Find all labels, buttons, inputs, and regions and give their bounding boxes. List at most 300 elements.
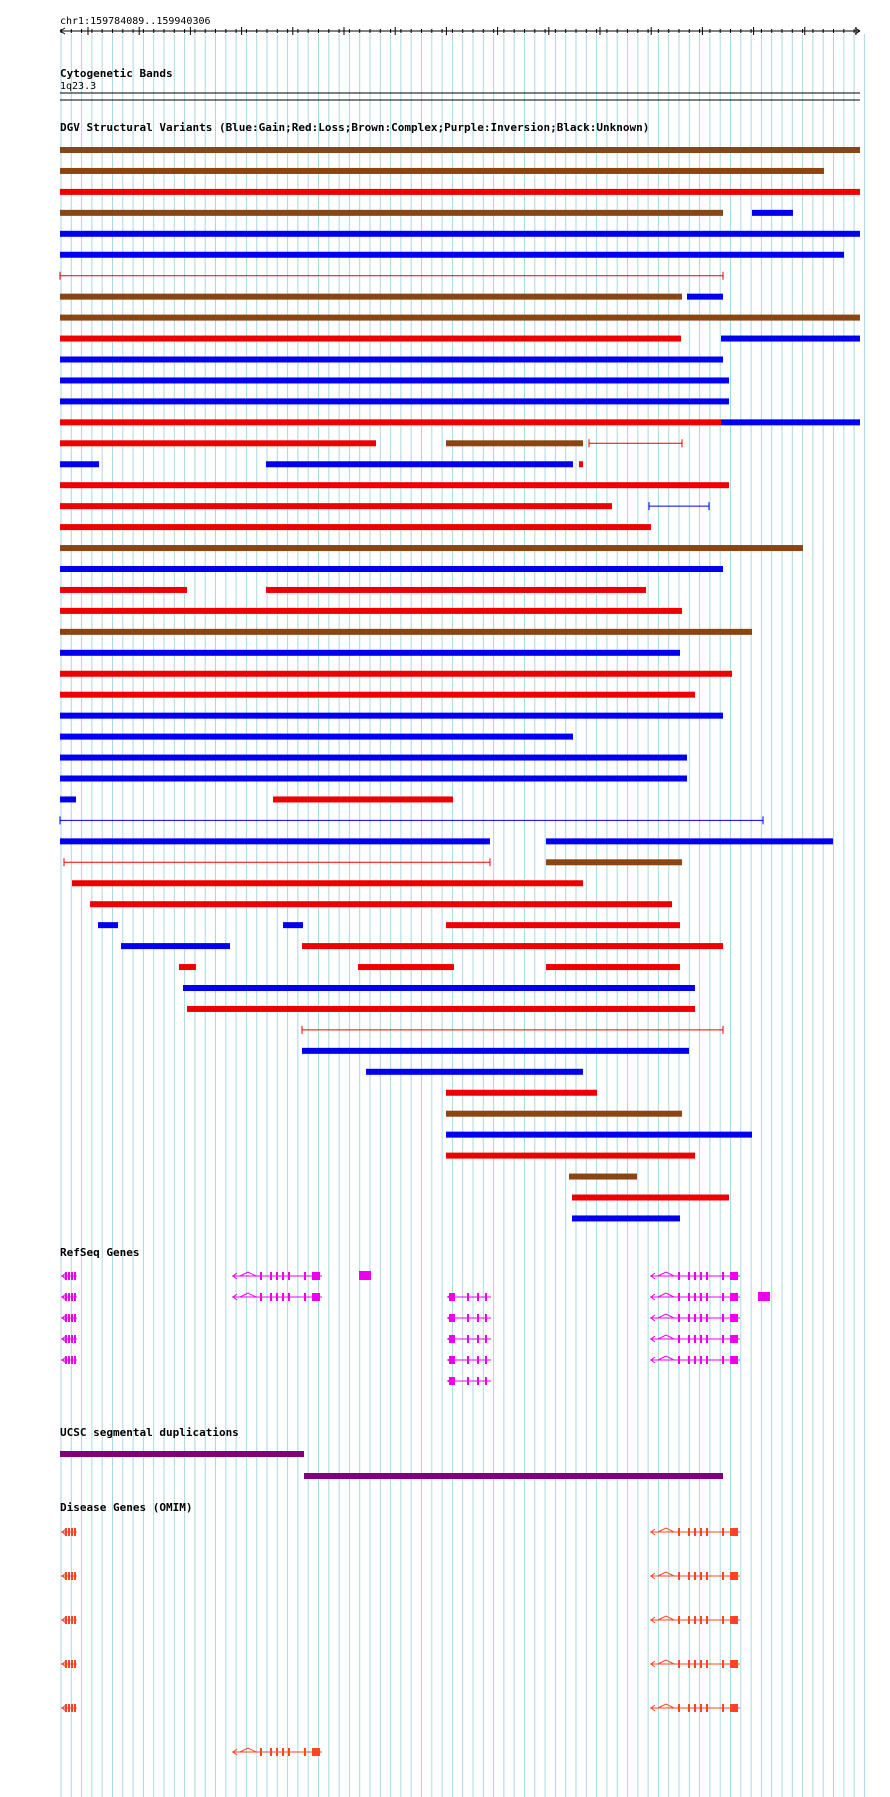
omim-gene-exon [678, 1616, 680, 1624]
refseq-gene-exon [485, 1314, 487, 1322]
omim-gene-exon [678, 1704, 680, 1712]
dgv-feature-bar [569, 1174, 637, 1180]
refseq-gene-exon [722, 1356, 724, 1364]
omim-item [650, 1704, 740, 1712]
dgv-feature-bar [721, 419, 860, 425]
omim-gene-exon [68, 1704, 70, 1712]
refseq-gene-exon [678, 1272, 680, 1280]
refseq-gene-intron-arc [658, 1293, 674, 1297]
dgv-feature [98, 922, 118, 928]
refseq-gene-exon [678, 1335, 680, 1343]
omim-gene-exon [706, 1616, 708, 1624]
dgv-feature [72, 880, 583, 886]
dgv-feature [283, 922, 303, 928]
omim-gene-exon [68, 1572, 70, 1580]
omim-gene-exon [706, 1704, 708, 1712]
omim-gene-exon [65, 1616, 67, 1624]
dgv-feature [60, 315, 860, 321]
omim-gene-exon [68, 1616, 70, 1624]
ruler-location: chr1:159784089..159940306 [60, 16, 211, 27]
dgv-feature [60, 629, 752, 635]
refseq-gene-exon [700, 1335, 702, 1343]
dgv-feature [60, 252, 844, 258]
dgv-feature [60, 587, 187, 593]
dgv-feature-bar [302, 1048, 689, 1054]
omim-gene-exon [722, 1660, 724, 1668]
dgv-feature [60, 168, 824, 174]
omim-gene-exon [71, 1572, 73, 1580]
refseq-gene-exon [688, 1272, 690, 1280]
refseq-gene-exon [312, 1293, 320, 1301]
refseq-gene-exon [68, 1293, 70, 1301]
omim-gene-exon [74, 1572, 76, 1580]
dgv-feature [752, 210, 793, 216]
refseq-gene-exon [694, 1335, 696, 1343]
omim-item [61, 1704, 77, 1712]
refseq-gene [650, 1314, 740, 1322]
dgv-feature-bar [60, 713, 723, 719]
dgv-feature [572, 1215, 680, 1221]
refseq-gene-intron-arc [658, 1314, 674, 1318]
omim-gene-exon [730, 1572, 738, 1580]
dgv-feature [546, 964, 680, 970]
refseq-gene-intron-arc [658, 1335, 674, 1339]
refseq-gene-exon [71, 1335, 73, 1343]
segdup-track-title: UCSC segmental duplications [60, 1426, 239, 1439]
dgv-feature [60, 524, 651, 530]
refseq-gene-exon [477, 1293, 479, 1301]
dgv-feature [273, 796, 453, 802]
dgv-feature-bar [358, 964, 454, 970]
refseq-gene-exon [706, 1293, 708, 1301]
dgv-feature-bar [60, 776, 687, 782]
dgv-feature [572, 1195, 729, 1201]
omim-gene-exon [706, 1660, 708, 1668]
refseq-gene [61, 1314, 77, 1322]
dgv-feature [687, 294, 723, 300]
refseq-gene-exon [288, 1293, 290, 1301]
refseq-gene-exon [485, 1377, 487, 1385]
dgv-feature [358, 964, 454, 970]
refseq-gene-exon [700, 1356, 702, 1364]
refseq-gene-exon [452, 1377, 454, 1385]
refseq-track [61, 1271, 770, 1385]
omim-gene-exon [74, 1660, 76, 1668]
refseq-gene-exon [74, 1272, 76, 1280]
omim-gene-exon [688, 1660, 690, 1668]
refseq-gene [758, 1292, 770, 1301]
refseq-gene-exon [452, 1335, 454, 1343]
omim-gene-exon [304, 1748, 306, 1756]
dgv-feature-bar [446, 922, 680, 928]
refseq-gene [61, 1356, 77, 1364]
refseq-gene-exon [74, 1335, 76, 1343]
refseq-gene-exon [722, 1293, 724, 1301]
omim-gene-exon [722, 1616, 724, 1624]
omim-gene-exon [706, 1528, 708, 1536]
refseq-gene-exon [467, 1356, 469, 1364]
dgv-feature [60, 440, 376, 446]
dgv-feature-bar [446, 440, 583, 446]
segdup-bar [304, 1473, 723, 1479]
dgv-feature [302, 1026, 723, 1034]
omim-gene-exon [270, 1748, 272, 1756]
omim-gene-exon [694, 1616, 696, 1624]
dgv-feature [60, 838, 490, 844]
omim-gene-exon [71, 1616, 73, 1624]
dgv-feature [60, 734, 573, 740]
dgv-feature [60, 671, 732, 677]
omim-gene-exon [312, 1748, 320, 1756]
omim-gene-exon [730, 1660, 738, 1668]
omim-gene-exon [276, 1748, 278, 1756]
dgv-track-title: DGV Structural Variants (Blue:Gain;Red:Loss;Brown:Complex;Purple:Inversion;Black:Unknown) [60, 121, 650, 134]
dgv-feature [60, 336, 681, 342]
refseq-gene-exon [700, 1314, 702, 1322]
omim-gene-exon [65, 1528, 67, 1536]
omim-gene-exon [68, 1528, 70, 1536]
dgv-feature-bar [60, 734, 573, 740]
dgv-feature-bar [266, 461, 573, 467]
dgv-feature [60, 147, 860, 153]
refseq-gene-exon [688, 1335, 690, 1343]
dgv-feature-bar [721, 336, 860, 342]
omim-gene-exon [71, 1704, 73, 1712]
refseq-gene [447, 1314, 491, 1322]
omim-gene-exon [678, 1528, 680, 1536]
omim-gene-intron-arc [240, 1748, 256, 1752]
refseq-gene-exon [65, 1293, 67, 1301]
dgv-feature-bar [273, 796, 453, 802]
dgv-feature [60, 294, 682, 300]
refseq-gene-exon [694, 1314, 696, 1322]
dgv-feature-bar [60, 629, 752, 635]
refseq-gene [447, 1356, 491, 1364]
refseq-gene-exon [700, 1272, 702, 1280]
segdup-item [60, 1451, 304, 1457]
refseq-gene-exon [477, 1314, 479, 1322]
omim-gene-exon [282, 1748, 284, 1756]
dgv-feature-bar [60, 482, 729, 488]
omim-gene-exon [65, 1572, 67, 1580]
dgv-feature-bar [546, 838, 833, 844]
segdup-item [304, 1473, 723, 1479]
dgv-feature [179, 964, 196, 970]
refseq-gene-exon [722, 1272, 724, 1280]
refseq-gene-exon [730, 1272, 738, 1280]
dgv-feature-bar [90, 901, 672, 907]
dgv-feature-bar [60, 545, 803, 551]
omim-gene-exon [730, 1704, 738, 1712]
refseq-gene-exon [730, 1314, 738, 1322]
refseq-gene [447, 1293, 491, 1301]
refseq-gene-exon [678, 1356, 680, 1364]
refseq-gene-exon [485, 1356, 487, 1364]
dgv-feature-bar [60, 524, 651, 530]
refseq-gene-exon [74, 1293, 76, 1301]
omim-gene-exon [700, 1528, 702, 1536]
omim-gene-exon [678, 1572, 680, 1580]
omim-gene-exon [694, 1660, 696, 1668]
refseq-gene-exon [288, 1272, 290, 1280]
dgv-feature [579, 461, 583, 467]
omim-gene-exon [730, 1616, 738, 1624]
omim-gene-intron-arc [658, 1528, 674, 1532]
omim-gene-exon [722, 1528, 724, 1536]
dgv-feature-bar [60, 461, 99, 467]
refseq-gene-intron-arc [658, 1272, 674, 1276]
refseq-gene-exon [688, 1356, 690, 1364]
cytoband-label: 1q23.3 [60, 81, 97, 92]
dgv-feature-bar [446, 1111, 682, 1117]
dgv-feature [446, 1111, 682, 1117]
dgv-feature-bar [60, 398, 729, 404]
dgv-feature [569, 1174, 637, 1180]
cytobands-title: Cytogenetic Bands [60, 67, 173, 80]
dgv-feature [60, 755, 687, 761]
dgv-feature-bar [266, 587, 646, 593]
refseq-gene [61, 1293, 77, 1301]
refseq-gene [650, 1356, 740, 1364]
omim-item [61, 1528, 77, 1536]
dgv-feature-bar [60, 377, 729, 383]
dgv-feature [60, 608, 682, 614]
dgv-feature [60, 231, 860, 237]
refseq-gene-exon [467, 1293, 469, 1301]
dgv-feature-bar [60, 650, 680, 656]
dgv-feature [546, 838, 833, 844]
refseq-gene [61, 1272, 77, 1280]
dgv-feature-bar [572, 1195, 729, 1201]
refseq-gene-exon [260, 1272, 262, 1280]
omim-gene-exon [68, 1660, 70, 1668]
refseq-gene [447, 1377, 491, 1385]
dgv-feature-bar [579, 461, 583, 467]
refseq-gene-exon [304, 1272, 306, 1280]
dgv-feature [121, 943, 230, 949]
omim-item [650, 1572, 740, 1580]
segdup-track [60, 1451, 723, 1479]
omim-gene-exon [700, 1616, 702, 1624]
refseq-gene-exon [467, 1377, 469, 1385]
refseq-gene-exon [722, 1314, 724, 1322]
dgv-feature [366, 1069, 583, 1075]
refseq-gene-exon [678, 1293, 680, 1301]
dgv-feature [60, 419, 721, 425]
omim-item [650, 1616, 740, 1624]
refseq-gene-exon [688, 1293, 690, 1301]
refseq-gene-exon [74, 1356, 76, 1364]
dgv-feature-bar [302, 943, 723, 949]
refseq-gene-exon [452, 1356, 454, 1364]
refseq-gene-exon [282, 1293, 284, 1301]
refseq-gene-exon [706, 1335, 708, 1343]
refseq-gene-exon [694, 1293, 696, 1301]
refseq-gene-exon [452, 1314, 454, 1322]
dgv-feature-bar [687, 294, 723, 300]
dgv-feature [60, 189, 860, 195]
refseq-gene [447, 1335, 491, 1343]
omim-gene-intron-arc [658, 1660, 674, 1664]
refseq-gene-exon [477, 1377, 479, 1385]
omim-gene-exon [730, 1528, 738, 1536]
dgv-feature-bar [60, 231, 860, 237]
dgv-feature [60, 776, 687, 782]
refseq-gene [650, 1272, 740, 1280]
omim-gene-intron-arc [658, 1572, 674, 1576]
dgv-feature [721, 336, 860, 342]
refseq-gene-exon [706, 1356, 708, 1364]
omim-gene-exon [722, 1704, 724, 1712]
dgv-feature [721, 419, 860, 425]
segdup-bar [60, 1451, 304, 1457]
dgv-feature-bar [60, 692, 695, 698]
omim-item [61, 1660, 77, 1668]
dgv-feature [446, 922, 680, 928]
dgv-feature [60, 210, 723, 216]
dgv-feature [183, 985, 695, 991]
refseq-gene-exon [68, 1314, 70, 1322]
dgv-feature-bar [446, 1090, 597, 1096]
refseq-gene-exon [71, 1293, 73, 1301]
refseq-gene-exon [312, 1272, 320, 1280]
refseq-gene-exon [65, 1335, 67, 1343]
refseq-gene-exon [65, 1356, 67, 1364]
refseq-gene-exon [485, 1335, 487, 1343]
omim-gene-exon [694, 1572, 696, 1580]
refseq-gene-exon [678, 1314, 680, 1322]
dgv-feature [446, 1090, 597, 1096]
refseq-gene-exon [71, 1272, 73, 1280]
omim-gene-intron-arc [658, 1616, 674, 1620]
dgv-feature [60, 398, 729, 404]
omim-gene-exon [71, 1660, 73, 1668]
refseq-gene-exon [270, 1272, 272, 1280]
dgv-feature [60, 650, 680, 656]
omim-gene-exon [700, 1704, 702, 1712]
refseq-gene [61, 1335, 77, 1343]
dgv-feature [60, 692, 695, 698]
omim-item [61, 1616, 77, 1624]
dgv-feature-bar [60, 566, 723, 572]
refseq-gene-exon [304, 1293, 306, 1301]
refseq-gene-exon [68, 1335, 70, 1343]
omim-gene-exon [694, 1704, 696, 1712]
dgv-feature-bar [60, 671, 732, 677]
dgv-feature [90, 901, 672, 907]
refseq-gene-exon [276, 1293, 278, 1301]
dgv-feature-bar [60, 147, 860, 153]
refseq-gene [650, 1335, 740, 1343]
dgv-feature-bar [60, 294, 682, 300]
dgv-feature [60, 796, 76, 802]
refseq-gene-exon [68, 1272, 70, 1280]
refseq-gene-exon [706, 1272, 708, 1280]
dgv-feature-bar [98, 922, 118, 928]
refseq-track-title: RefSeq Genes [60, 1246, 140, 1259]
dgv-feature-bar [546, 964, 680, 970]
dgv-feature-bar [60, 587, 187, 593]
dgv-feature [266, 461, 573, 467]
omim-gene-exon [288, 1748, 290, 1756]
refseq-gene-exon [467, 1335, 469, 1343]
refseq-gene-exon [730, 1335, 738, 1343]
dgv-feature [60, 272, 723, 280]
dgv-feature [302, 943, 723, 949]
dgv-feature-bar [446, 1132, 752, 1138]
dgv-feature-bar [283, 922, 303, 928]
dgv-feature-bar [546, 859, 682, 865]
dgv-feature [60, 566, 723, 572]
dgv-feature [60, 461, 99, 467]
dgv-feature-bar [446, 1153, 695, 1159]
refseq-gene-exon [477, 1356, 479, 1364]
omim-track-title: Disease Genes (OMIM) [60, 1501, 193, 1514]
omim-gene-exon [74, 1704, 76, 1712]
refseq-gene-exon [282, 1272, 284, 1280]
omim-gene-exon [65, 1704, 67, 1712]
refseq-gene-exon [485, 1293, 487, 1301]
dgv-feature [446, 440, 583, 446]
omim-gene-exon [706, 1572, 708, 1580]
refseq-gene-exon [730, 1293, 738, 1301]
dgv-feature-bar [60, 608, 682, 614]
refseq-gene-intron-arc [658, 1356, 674, 1360]
dgv-feature-bar [60, 838, 490, 844]
refseq-gene-exon [68, 1356, 70, 1364]
dgv-feature-bar [60, 796, 76, 802]
refseq-gene-exon [467, 1314, 469, 1322]
dgv-feature-bar [572, 1215, 680, 1221]
dgv-feature [589, 439, 682, 447]
refseq-gene-exon [700, 1293, 702, 1301]
refseq-gene-exon [65, 1272, 67, 1280]
refseq-gene-exon [477, 1335, 479, 1343]
omim-gene-exon [260, 1748, 262, 1756]
dgv-feature [60, 377, 729, 383]
refseq-gene-exon [706, 1314, 708, 1322]
dgv-feature-bar [60, 755, 687, 761]
dgv-feature-bar [72, 880, 583, 886]
refseq-gene-intron-arc [240, 1293, 256, 1297]
refseq-gene-exon [359, 1271, 371, 1280]
dgv-feature-bar [187, 1006, 695, 1012]
dgv-feature [446, 1153, 695, 1159]
dgv-feature-bar [60, 357, 723, 363]
refseq-gene-exon [74, 1314, 76, 1322]
dgv-feature-bar [60, 210, 723, 216]
dgv-feature [60, 357, 723, 363]
omim-gene-exon [688, 1704, 690, 1712]
refseq-gene-exon [730, 1356, 738, 1364]
refseq-gene-exon [694, 1356, 696, 1364]
dgv-feature [60, 503, 612, 509]
refseq-gene-exon [722, 1335, 724, 1343]
omim-item [61, 1572, 77, 1580]
omim-gene-intron-arc [658, 1704, 674, 1708]
omim-gene-exon [688, 1528, 690, 1536]
dgv-feature [60, 482, 729, 488]
omim-gene-exon [722, 1572, 724, 1580]
omim-gene-exon [694, 1528, 696, 1536]
dgv-feature [60, 545, 803, 551]
dgv-feature-bar [60, 315, 860, 321]
omim-gene-exon [700, 1660, 702, 1668]
dgv-feature [302, 1048, 689, 1054]
omim-gene-exon [65, 1660, 67, 1668]
dgv-feature-bar [60, 419, 721, 425]
refseq-gene-exon [758, 1292, 770, 1301]
